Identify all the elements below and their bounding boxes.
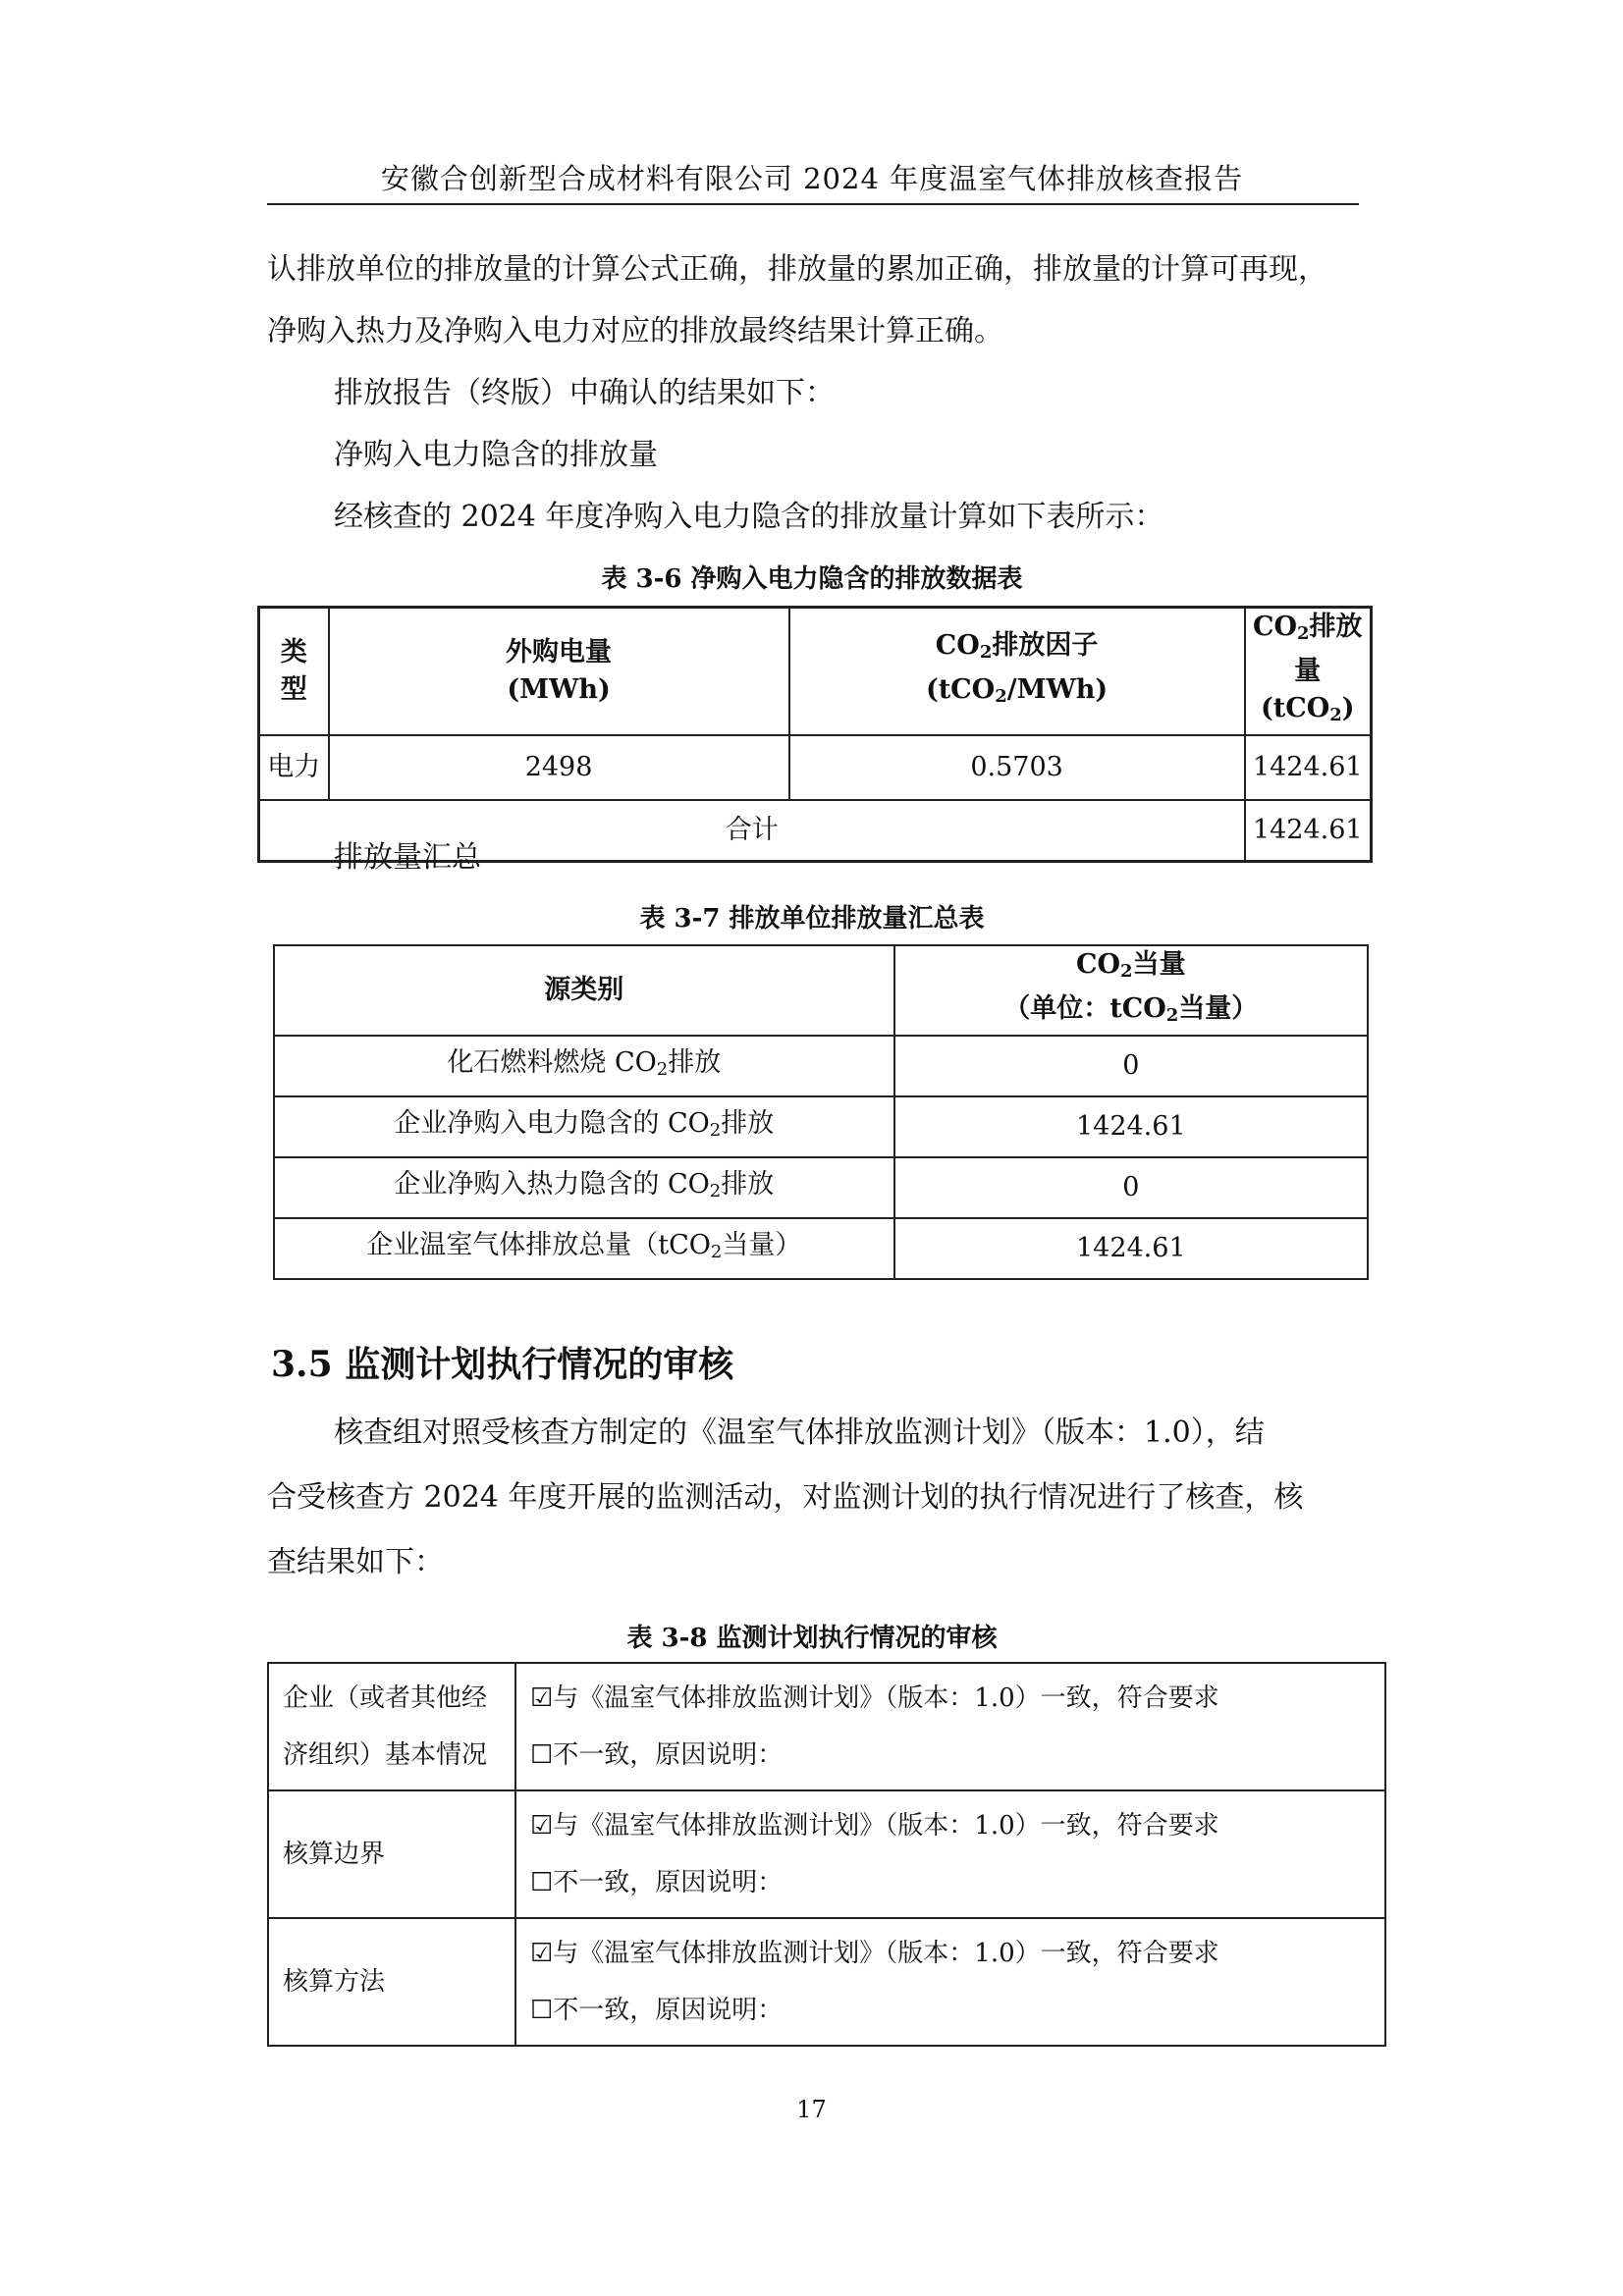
section-heading <box>271 1337 733 1387</box>
table-header-row <box>259 608 1372 736</box>
header-rule <box>267 203 1359 205</box>
header-cell: 类 型 <box>259 608 329 736</box>
row-label: 核算方法 <box>268 1918 515 2046</box>
unchecked-option: ☐不一致，原因说明： <box>530 1740 784 1770</box>
paragraph: 经核查的 2024 年度净购入电力隐含的排放量计算如下表所示： <box>334 500 1164 534</box>
monitoring-review-table <box>267 1662 1386 2047</box>
row-options <box>515 1663 1385 1790</box>
cell-type: 电力 <box>259 735 329 800</box>
cell-source: 化石燃料燃烧 $CO_2$排放 <box>274 1036 894 1096</box>
table-row <box>274 1096 1368 1157</box>
cell-value: 0 <box>894 1157 1368 1218</box>
paragraph: 排放量汇总 <box>334 840 481 875</box>
page-number: 17 <box>796 2096 827 2123</box>
cell-emission: 1424.61 <box>1245 735 1372 800</box>
paragraph-line: 认排放单位的排放量的计算公式正确，排放量的累加正确，排放量的计算可再现， <box>267 252 1327 287</box>
table-row <box>274 1157 1368 1218</box>
cell-value: 1424.61 <box>894 1096 1368 1157</box>
cell-source: 企业净购入热力隐含的 $CO_2$排放 <box>274 1157 894 1218</box>
total-label: 合计 <box>259 800 1245 861</box>
paragraph: 净购入电力隐含的排放量 <box>334 438 658 472</box>
table-caption: 表 3-8 监测计划执行情况的审核 <box>626 1624 998 1653</box>
paragraph-line: 查结果如下： <box>267 1545 444 1579</box>
table-caption: 表 3-6 净购入电力隐含的排放数据表 <box>601 564 1023 594</box>
row-options <box>515 1918 1385 2046</box>
cell-source: 企业温室气体排放总量（tCO$_2$当量） <box>274 1218 894 1279</box>
cell-source: 企业净购入电力隐含的 $CO_2$排放 <box>274 1096 894 1157</box>
cell-value: 0 <box>894 1036 1368 1096</box>
table-caption: 表 3-7 排放单位排放量汇总表 <box>639 904 985 934</box>
header-cell: $CO_2$排放因子 (tCO$_2$/MWh) <box>789 608 1245 736</box>
page-header: 安徽合创新型合成材料有限公司 2024 年度温室气体排放核查报告 <box>380 162 1244 195</box>
header-cell: 外购电量 (MWh) <box>329 608 789 736</box>
unchecked-option: ☐不一致，原因说明： <box>530 1868 784 1897</box>
row-label: 企业（或者其他经 济组织）基本情况 <box>268 1663 515 1790</box>
section-number: 3.5 <box>271 1344 333 1385</box>
paragraph: 排放报告（终版）中确认的结果如下： <box>334 376 835 410</box>
table-row <box>274 1218 1368 1279</box>
table-row <box>268 1790 1385 1918</box>
header-cell: $CO_2$排放 量(tCO$_2$) <box>1245 608 1372 736</box>
row-options <box>515 1790 1385 1918</box>
table-row <box>268 1918 1385 2046</box>
cell-factor: 0.5703 <box>789 735 1245 800</box>
header-cell: $CO_2$当量 （单位：tCO$_2$当量） <box>894 945 1368 1036</box>
paragraph-line: 合受核查方 2024 年度开展的监测活动，对监测计划的执行情况进行了核查，核 <box>267 1480 1304 1515</box>
checked-option: ☑与《温室气体排放监测计划》（版本：1.0）一致，符合要求 <box>530 1683 1219 1713</box>
paragraph-line: 净购入热力及净购入电力对应的排放最终结果计算正确。 <box>267 314 1003 348</box>
cell-purchased: 2498 <box>329 735 789 800</box>
table-header-row <box>274 945 1368 1036</box>
table-row <box>259 735 1372 800</box>
checked-option: ☑与《温室气体排放监测计划》（版本：1.0）一致，符合要求 <box>530 1811 1219 1841</box>
row-label: 核算边界 <box>268 1790 515 1918</box>
header-cell: 源类别 <box>274 945 894 1036</box>
checked-option: ☑与《温室气体排放监测计划》（版本：1.0）一致，符合要求 <box>530 1939 1219 1968</box>
table-row <box>268 1663 1385 1790</box>
cell-value: 1424.61 <box>894 1218 1368 1279</box>
unchecked-option: ☐不一致，原因说明： <box>530 1996 784 2025</box>
section-title: 监测计划执行情况的审核 <box>345 1344 734 1385</box>
table-row <box>274 1036 1368 1096</box>
total-value: 1424.61 <box>1245 800 1372 861</box>
emission-summary-table <box>273 944 1369 1280</box>
emission-data-table <box>257 606 1373 863</box>
paragraph-line: 核查组对照受核查方制定的《温室气体排放监测计划》（版本：1.0），结 <box>334 1415 1265 1450</box>
